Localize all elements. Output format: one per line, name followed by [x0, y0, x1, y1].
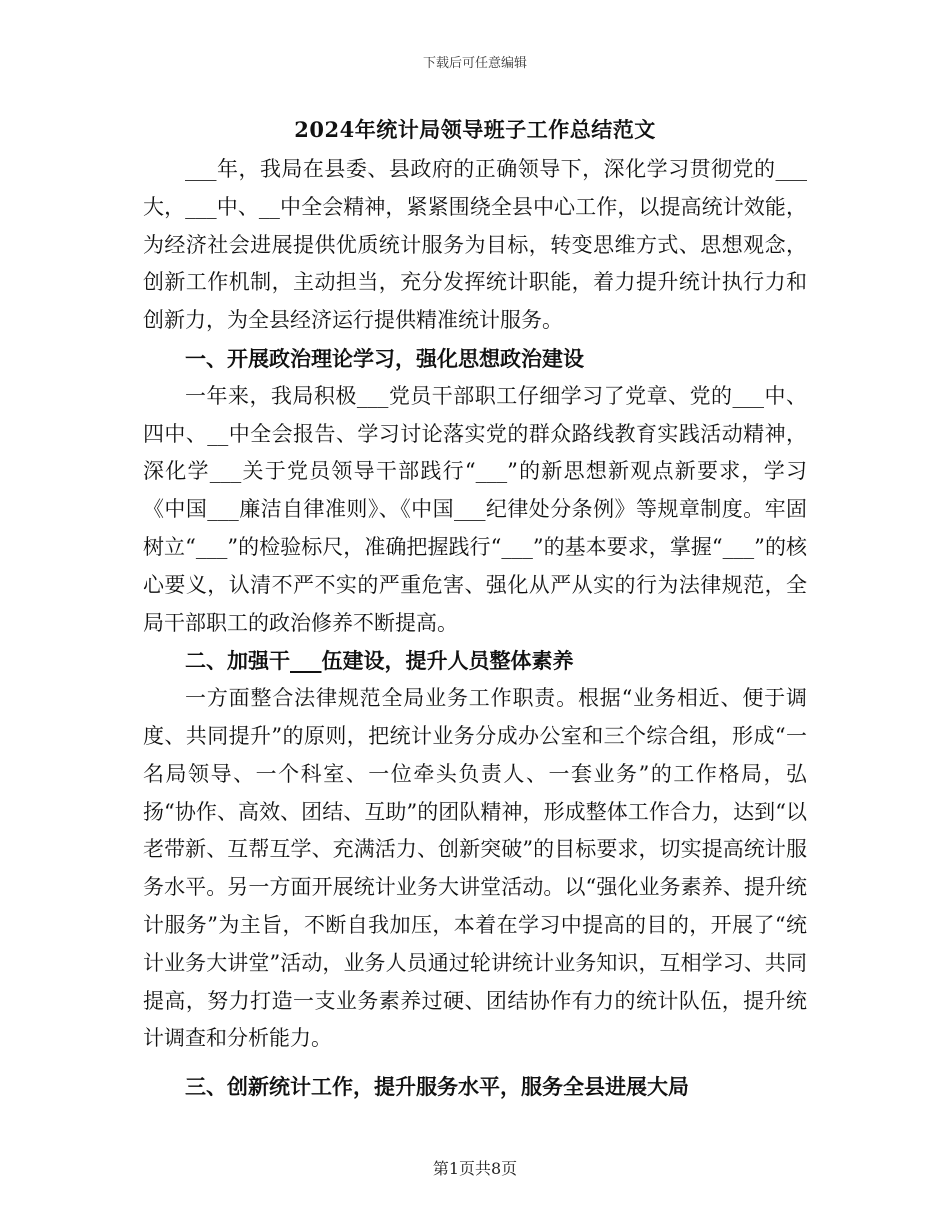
section-3-heading: 三、创新统计工作，提升服务水平，服务全县进展大局 — [185, 1074, 689, 1100]
page-number: 第1页共8页 — [432, 1159, 518, 1178]
section-2-paragraph: 一方面整合法律规范全局业务工作职责。根据“业务相近、便于调度、共同提升”的原则，把统计业务分成办公室和三个综合组，形成“一名局领导、一个科室、一位牵头负责人、一套业务”的工作格局，弘扬“协作、高效、团结、互助”的团队精神，形成整体工作合力，达到“以老带新、互帮互学、充满活力、创新突破”的目标要求，切实提高统计服务水平。另一方面开展统计业务大讲堂活动。以“强化业务素养、提升统计服务”为主旨，不断自我加压，本着在学习中提高的目的，开展了“统计业务大讲堂”活动，业务人员通过轮讲统计业务知识，互相学习、共同提高，努力打造一支业务素养过硬、团结协作有力的统计队伍，提升统计调查和分析能力。 — [143, 686, 807, 1051]
section-1-heading: 一、开展政治理论学习，强化思想政治建设 — [185, 345, 584, 371]
intro-paragraph: ___年，我局在县委、县政府的正确领导下，深化学习贯彻党的___大，___中、__中全会精神，紧紧围绕全县中心工作，以提高统计效能，为经济社会进展提供优质统计服务为目标，转变思维方式、思想观念，创新工作机制，主动担当，充分发挥统计职能，着力提升统计执行力和创新力，为全县经济运行提供精准统计服务。 — [143, 157, 807, 333]
document-body — [143, 151, 807, 1106]
page-header-note: 下载后可任意编辑 — [422, 56, 527, 71]
section-1-paragraph: 一年来，我局积极___党员干部职工仔细学习了党章、党的___中、四中、__中全会报告、学习讨论落实党的群众路线教育实践活动精神，深化学___关于党员领导干部践行“___”的新思想新观点新要求，学习《中国___廉洁自律准则》、《中国___纪律处分条例》等规章制度。牢固树立“___”的检验标尺，准确把握践行“___”的基本要求，掌握“___”的核心要义，认清不严不实的严重危害、强化从严从实的行为法律规范，全局干部职工的政治修养不断提高。 — [143, 383, 807, 635]
document-title: 2024年统计局领导班子工作总结范文 — [294, 117, 656, 142]
section-2-heading: 二、加强干___伍建设，提升人员整体素养 — [185, 648, 574, 674]
